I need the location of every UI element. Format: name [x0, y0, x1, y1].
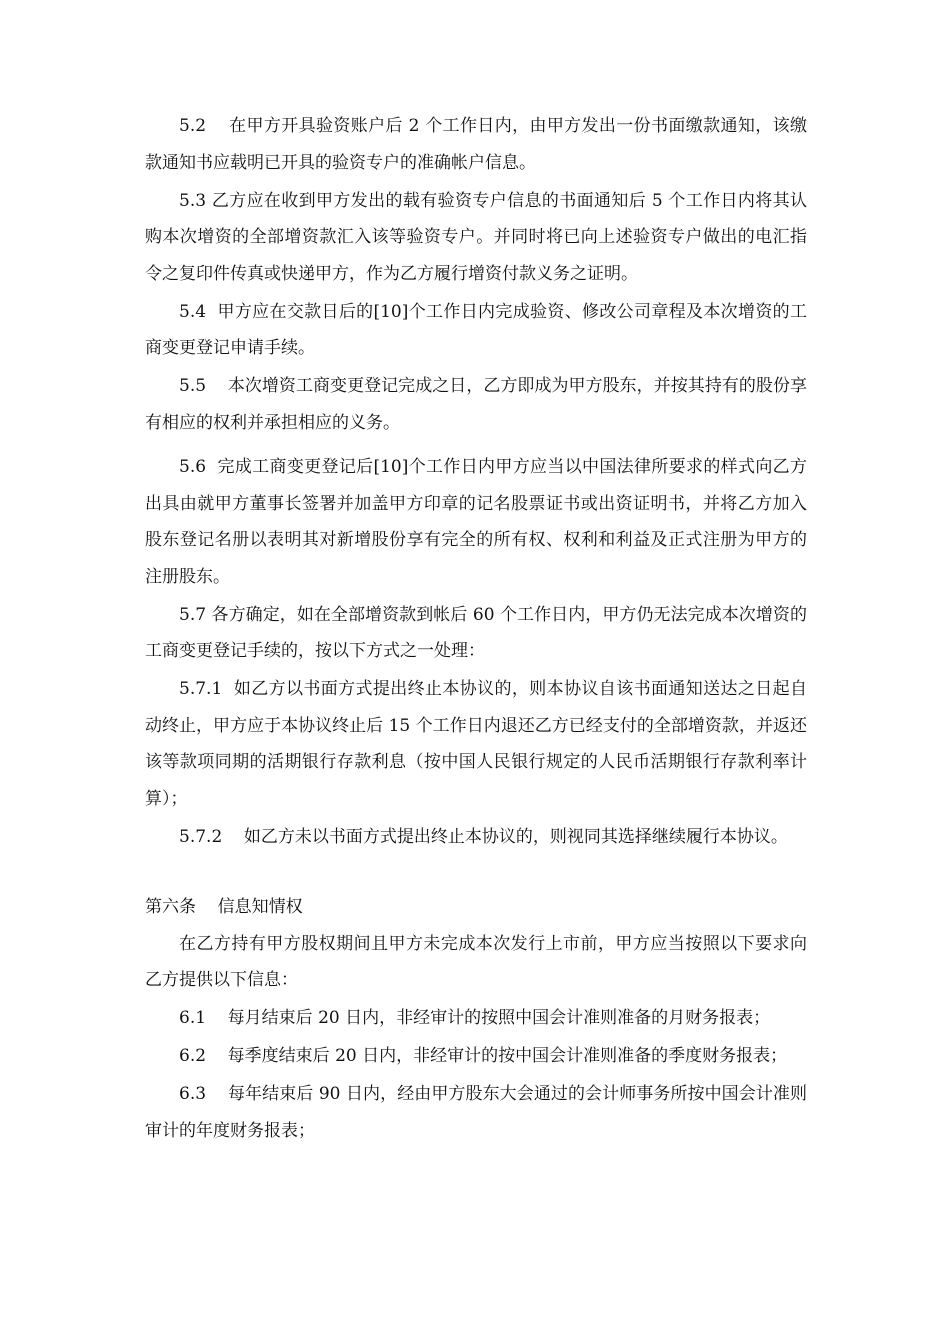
clause-5-7	[145, 597, 807, 670]
clause-number: 5.7.2	[179, 826, 223, 847]
clause-5-2	[145, 108, 807, 181]
clause-number: 5.7.1	[179, 679, 223, 699]
clause-text: 乙方应在收到甲方发出的载有验资专户信息的书面通知后 5 个工作日内将其认购本次增资的全部增资款汇入该等验资专户。并同时将已向上述验资专户做出的电汇指令之复印件传真或快递甲方，作为乙方履行增资付款义务之证明。	[145, 190, 808, 284]
clause-6-2	[145, 1038, 807, 1075]
document-body	[145, 108, 807, 1151]
clause-5-3	[145, 183, 807, 293]
clause-text: 本次增资工商变更登记完成之日，乙方即成为甲方股东，并按其持有的股份享有相应的权利并承担相应的义务。	[145, 376, 807, 433]
clause-number: 6.1	[179, 1008, 207, 1028]
clause-text: 各方确定，如在全部增资款到帐后 60 个工作日内，甲方仍无法完成本次增资的工商变更登记手续的，按以下方式之一处理：	[145, 604, 807, 661]
clause-number: 5.5	[179, 376, 207, 396]
clause-text: 如乙方未以书面方式提出终止本协议的，则视同其选择继续履行本协议。	[243, 826, 788, 847]
clause-text: 在甲方开具验资账户后 2 个工作日内，由甲方发出一份书面缴款通知，该缴款通知书应载明已开具的验资专户的准确帐户信息。	[145, 116, 808, 173]
article-6-intro: 在乙方持有甲方股权期间且甲方未完成本次发行上市前，甲方应当按照以下要求向乙方提供以下信息：	[145, 933, 807, 990]
clause-5-7-2	[145, 819, 807, 856]
clause-number: 6.3	[179, 1084, 207, 1104]
clause-number: 5.6	[179, 457, 207, 477]
clause-text: 每月结束后 20 日内，非经审计的按照中国会计准则准备的月财务报表；	[227, 1008, 771, 1028]
article-6-heading: 第六条 信息知情权	[145, 897, 303, 917]
clause-6-1	[145, 1000, 807, 1037]
clause-5-5	[145, 368, 807, 441]
clause-5-4	[145, 294, 807, 367]
clause-text: 甲方应在交款日后的[10]个工作日内完成验资、修改公司章程及本次增资的工商变更登记申请手续。	[145, 301, 807, 358]
clause-number: 5.2	[179, 116, 207, 136]
clause-number: 6.2	[179, 1046, 207, 1066]
clause-5-7-1	[145, 671, 807, 817]
clause-text: 如乙方以书面方式提出终止本协议的，则本协议自该书面通知送达之日起自动终止，甲方应于本协议终止后 15 个工作日内退还乙方已经支付的全部增资款，并返还该等款项同期的活期银行存款利息（按中国人民银行规定的人民币活期银行存款利率计算）；	[145, 679, 808, 809]
clause-text: 每季度结束后 20 日内，非经审计的按中国会计准则准备的季度财务报表；	[227, 1046, 788, 1066]
clause-text: 每年结束后 90 日内，经由甲方股东大会通过的会计师事务所按中国会计准则审计的年度财务报表；	[145, 1084, 807, 1141]
clause-number: 5.3	[179, 190, 207, 211]
clause-text: 完成工商变更登记后[10]个工作日内甲方应当以中国法律所要求的样式向乙方出具由就甲方董事长签署并加盖甲方印章的记名股票证书或出资证明书，并将乙方加入股东登记名册以表明其对新增股份享有完全的所有权、权利和利益及正式注册为甲方的注册股东。	[145, 457, 807, 587]
clause-number: 5.7	[179, 604, 207, 625]
clause-6-3	[145, 1076, 807, 1149]
clause-number: 5.4	[179, 301, 207, 322]
clause-5-6	[145, 449, 807, 595]
